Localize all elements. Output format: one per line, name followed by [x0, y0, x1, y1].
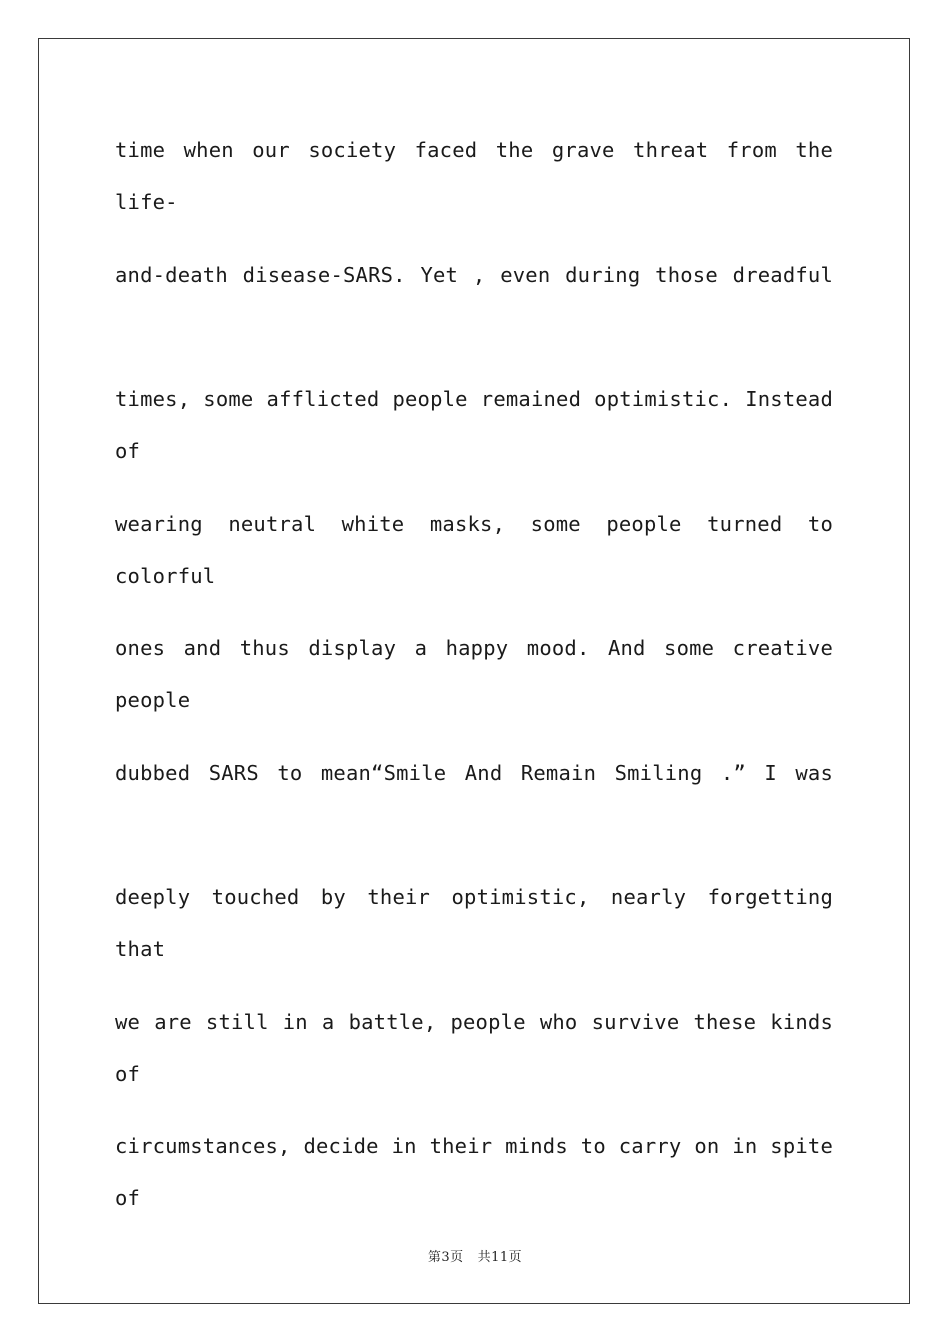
text-line: dubbed SARS to mean“Smile And Remain Smiling .” I was — [115, 760, 833, 785]
text-line: ones and thus display a happy mood. And some creative people — [115, 636, 833, 712]
text-line: and-death disease-SARS. Yet , even during those dreadful — [115, 262, 833, 287]
text-line: circumstances, decide in their minds to carry on in spite of — [115, 1134, 833, 1210]
page-footer — [0, 1246, 950, 1265]
page-number: 第3页 — [427, 1250, 464, 1265]
text-line: times, some afflicted people remained optimistic. Instead of — [115, 387, 833, 463]
text-line: time when our society faced the grave threat from the life- — [115, 138, 833, 214]
text-line: deeply touched by their optimistic, nearly forgetting that — [115, 885, 833, 961]
document-body — [115, 124, 833, 1245]
text-line: wearing neutral white masks, some people turned to colorful — [115, 511, 833, 588]
page-total: 共11页 — [477, 1250, 523, 1265]
text-line: we are still in a battle, people who survive these kinds of — [115, 1009, 833, 1086]
